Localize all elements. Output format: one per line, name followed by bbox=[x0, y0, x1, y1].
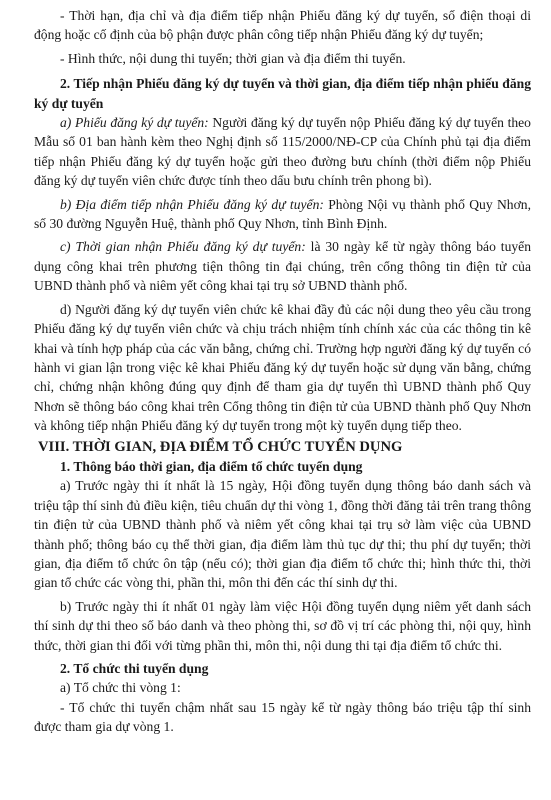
section-8-heading: VIII. THỜI GIAN, ĐỊA ĐIỂM TỔ CHỨC TUYỂN DỤNG bbox=[38, 438, 403, 455]
item-2c bbox=[34, 237, 531, 295]
exam-format-bullet: - Hình thức, nội dung thi tuyển; thời gian và địa điểm thi tuyển. bbox=[60, 50, 406, 66]
item-2c-text: là 30 ngày kể từ ngày thông báo tuyển dụng công khai trên phương tiện thông tin đại chúng, trên cổng thông tin điện tử của UBND thành phố và niêm yết công khai tại trụ sở UBND thành phố. bbox=[34, 239, 531, 294]
item-1b: b) Trước ngày thi ít nhất 01 ngày làm việc Hội đồng tuyển dụng niêm yết danh sách thí sinh dự thi theo số báo danh và theo phòng thi, sơ đồ vị trí các phòng thi, nội quy, hình thức, thời gian thi đối với từng phần thi, môn thi, nội dung thi tại địa điểm tổ chức thi. bbox=[34, 598, 531, 653]
section-2-heading: 2. Tiếp nhận Phiếu đăng ký dự tuyển và thời gian, địa điểm tiếp nhận phiếu đăng ký dự tuyển bbox=[34, 76, 531, 111]
subsection-2-heading: 2. Tổ chức thi tuyển dụng bbox=[60, 661, 209, 676]
item-1a: a) Trước ngày thi ít nhất là 15 ngày, Hội đồng tuyển dụng thông báo danh sách và triệu tập thí sinh đủ điều kiện, tiêu chuẩn dự thi vòng 1, đồng thời đăng tải trên trang thông tin điện tử của UBND thành phố và niêm yết công khai tại trụ sở làm việc của UBND thành phố; thông báo cụ thể thời gian, địa điểm làm thủ tục dự thi; thu phí dự tuyển; thời gian, địa điểm tổ chức ôn tập (nếu có); thời gian địa điểm tổ chức thi; hình thức thi, thời gian tổ chức các vòng thi, phần thi, môn thi đến các thí sinh dự thi. bbox=[34, 478, 531, 591]
item-2b-text: Phòng Nội vụ thành phố Quy Nhơn, số 30 đường Nguyễn Huệ, thành phố Quy Nhơn, tỉnh Bình Định. bbox=[34, 196, 531, 232]
exam-round-1-bullet: - Tổ chức thi tuyển chậm nhất sau 15 ngày kể từ ngày thông báo triệu tập thí sinh được tham gia dự vòng 1. bbox=[34, 699, 531, 735]
item-2a-label: a) Phiếu đăng ký dự tuyển: bbox=[60, 115, 209, 131]
item-2d: d) Người đăng ký dự tuyển viên chức kê khai đầy đủ các nội dung theo yêu cầu trong Phiếu đăng ký dự tuyển viên chức và chịu trách nhiệm tính chính xác của các thông tin kê khai và tính hợp pháp của các văn bằng, chứng chỉ. Trường hợp người đăng ký dự tuyển có hành vi gian lận trong việc kê khai Phiếu đăng ký dự tuyển hoặc sử dụng văn bằng, chứng chỉ, chứng nhận không đúng quy định để tham gia dự tuyển thì UBND thành phố Quy Nhơn sẽ thông báo công khai trên Cổng thông tin điện tử của UBND thành phố Quy Nhơn và không tiếp nhận Phiếu đăng ký dự tuyển trong một kỳ tuyển dụng tiếp theo. bbox=[34, 301, 531, 434]
item-2c-label: c) Thời gian nhận Phiếu đăng ký dự tuyển: bbox=[60, 239, 306, 255]
deadline-address-bullet: - Thời hạn, địa chỉ và địa điểm tiếp nhận Phiếu đăng ký dự tuyển, số điện thoại di động hoặc cố định của bộ phận được phân công tiếp nhận Phiếu đăng ký dự tuyển; bbox=[34, 8, 531, 43]
item-2a bbox=[34, 113, 531, 191]
item-2a-text: Người đăng ký dự tuyển nộp Phiếu đăng ký dự tuyển theo Mẫu số 01 ban hành kèm theo Nghị định số 115/2000/NĐ-CP của Chính phủ tại địa điểm tiếp nhận Phiếu đăng ký dự tuyển hoặc gửi theo đường bưu chính (thời điểm nộp Phiếu đăng ký dự tuyển viên chức được tính theo dấu bưu chính trên phong bì). bbox=[34, 115, 531, 189]
subsection-1-heading: 1. Thông báo thời gian, địa điểm tổ chức tuyển dụng bbox=[60, 458, 363, 474]
item-2b-label: b) Địa điểm tiếp nhận Phiếu đăng ký dự tuyển: bbox=[60, 196, 324, 212]
item-2b bbox=[34, 195, 531, 234]
exam-round-1-label: a) Tổ chức thi vòng 1: bbox=[60, 680, 181, 696]
